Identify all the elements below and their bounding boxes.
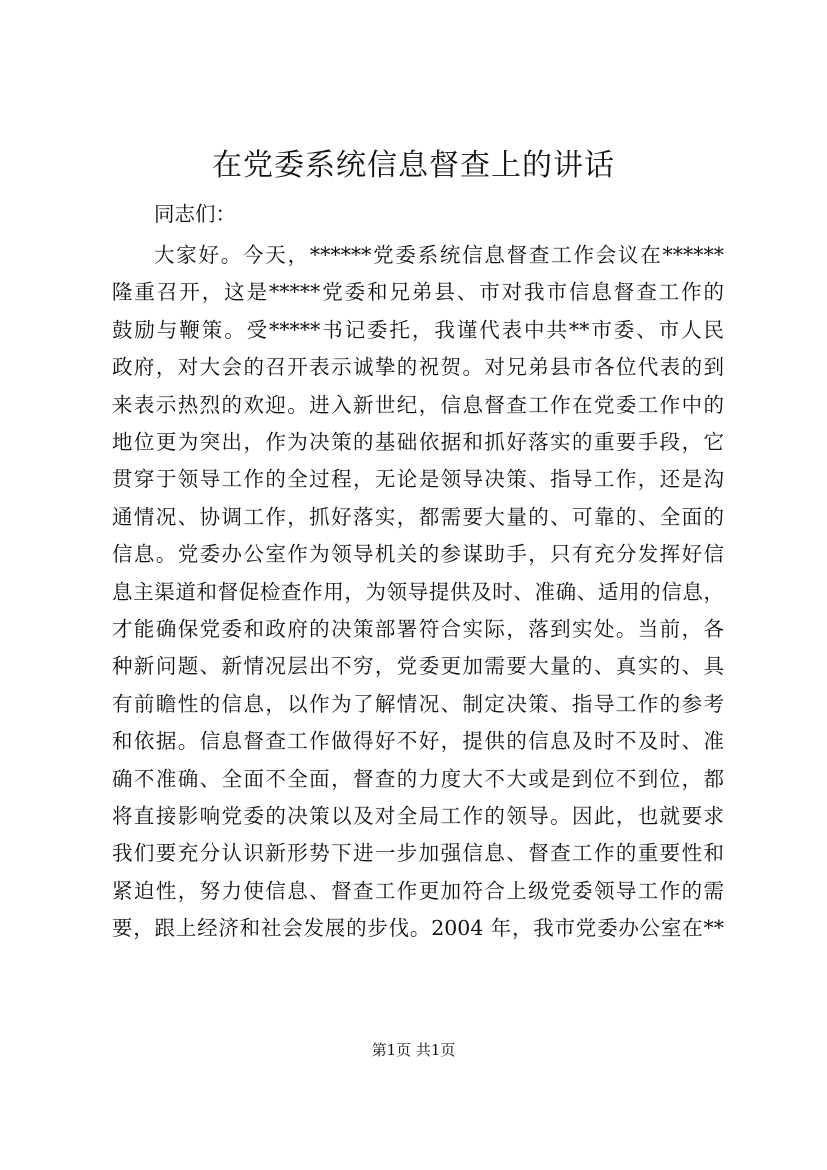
- body-line: 我们要充分认识新形势下进一步加强信息、督查工作的重要性和: [112, 841, 724, 866]
- body-line: 种新问题、新情况层出不穷，党委更加需要大量的、真实的、具: [112, 654, 724, 679]
- body-line: 隆重召开，这是*****党委和兄弟县、市对我市信息督查工作的: [112, 280, 724, 305]
- body-line: 确不准确、全面不全面，督查的力度大不大或是到位不到位，都: [112, 766, 724, 791]
- body-line: 要，跟上经济和社会发展的步伐。2004 年，我市党委办公室在**: [112, 916, 724, 941]
- page-footer: 第1页 共1页: [371, 1041, 456, 1059]
- body-line: 来表示热烈的欢迎。进入新世纪，信息督查工作在党委工作中的: [112, 392, 724, 417]
- body-line: 通情况、协调工作，抓好落实，都需要大量的、可靠的、全面的: [112, 504, 724, 529]
- body-line: 地位更为突出，作为决策的基础依据和抓好落实的重要手段，它: [112, 430, 724, 454]
- body-line: 贯穿于领导工作的全过程，无论是领导决策、指导工作，还是沟: [112, 467, 724, 492]
- body-line: 紧迫性，努力使信息、督查工作更加符合上级党委领导工作的需: [112, 878, 724, 903]
- body-line: 才能确保党委和政府的决策部署符合实际，落到实处。当前，各: [112, 617, 724, 641]
- body-line: 鼓励与鞭策。受*****书记委托，我谨代表中共**市委、市人民: [112, 317, 724, 342]
- body-line: 有前瞻性的信息，以作为了解情况、制定决策、指导工作的参考: [112, 691, 724, 716]
- salutation: 同志们：: [154, 202, 236, 226]
- body-line: 将直接影响党委的决策以及对全局工作的领导。因此，也就要求: [112, 804, 724, 828]
- body-line: 和依据。信息督查工作做得好不好，提供的信息及时不及时、准: [112, 729, 724, 754]
- body-line: 大家好。今天，******党委系统信息督查工作会议在******: [154, 243, 724, 267]
- document-title: 在党委系统信息督查上的讲话: [212, 148, 615, 183]
- body-line: 政府，对大会的召开表示诚挚的祝贺。对兄弟县市各位代表的到: [112, 355, 724, 380]
- body-line: 信息。党委办公室作为领导机关的参谋助手，只有充分发挥好信: [112, 542, 724, 567]
- body-line: 息主渠道和督促检查作用，为领导提供及时、准确、适用的信息，: [112, 579, 724, 604]
